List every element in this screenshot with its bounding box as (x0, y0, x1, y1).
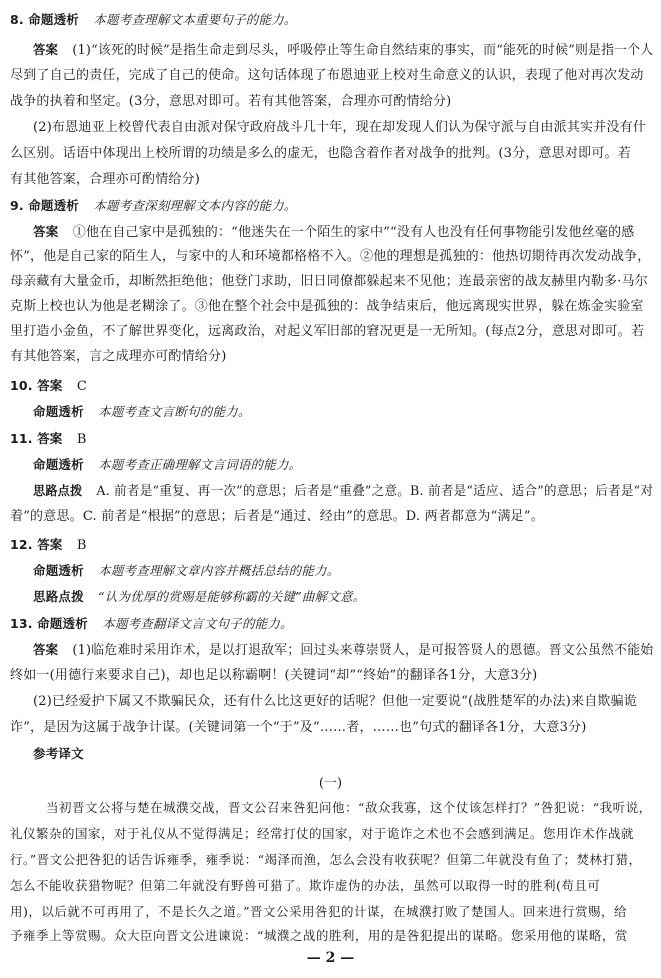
q10-analysis: 命题透析 本题考查文言断句的能力。 (33, 404, 251, 419)
q13-answer-line-3: (2)已经爱护下属又不欺骗民众，还有什么比这更好的话呢？但他一定要说“(战胜楚军的办法)来自欺骗诡 (33, 694, 638, 709)
translation-section-heading: (一) (318, 776, 343, 791)
q12-answer: 12. 答案 B (10, 537, 87, 553)
page-number: — 2 — (306, 950, 355, 966)
q8-answer-line-5: 么区别。话语中体现出上校所谓的功绩是多么的虚无，也隐含着作者对战争的批判。(3分，意思对即可。若 (10, 146, 631, 161)
translation-line-4: 怎么不能收获猎物呢？但第二年就没有野兽可猎了。欺诈虚伪的办法，虽然可以取得一时的胜利(苟且可 (10, 878, 601, 893)
q13-reference-label: 参考译文 (33, 746, 84, 761)
translation-line-3: 行。”晋文公把咎犯的话告诉雍季，雍季说：“竭泽而渔，怎么会没有收获呢？但第二年就没有鱼了；焚林打猎， (10, 852, 642, 867)
q8-answer-line-4: (2)布恩迪亚上校曾代表自由派对保守政府战斗几十年，现在却发现人们认为保守派与自由派其实并没有什 (33, 120, 647, 135)
q9-answer-line-3: 母亲藏有大量金币，却断然拒绝他；他登门求助，旧日同僚都躲起来不见他；连最亲密的战友赫里内勒多·马尔 (10, 274, 648, 289)
q11-answer: 11. 答案 B (10, 431, 87, 447)
q11-analysis: 命题透析 本题考查正确理解文言词语的能力。 (33, 457, 302, 472)
q8-answer-line-3: 战争的执着和坚定。(3分，意思对即可。若有其他答案，合理亦可酌情给分) (10, 94, 452, 109)
translation-line-5: 用)，以后就不可再用了，不是长久之道。”晋文公采用咎犯的计谋，在城濮打败了楚国人。回来进行赏赐，给 (10, 904, 628, 919)
q11-hint-line-2: 着”的意思。C. 前者是“根据”的意思；后者是“通过、经由”的意思。D. 两者都意为“满足”。 (10, 509, 544, 524)
q8-answer-line-2: 尽到了自己的责任，完成了自己的使命。这句话体现了布恩迪亚上校对生命意义的认识，表现了他对再次发动 (10, 68, 644, 83)
translation-line-6: 予雍季上等赏赐。众大臣向晋文公进谏说：“城濮之战的胜利，用的是咎犯提出的谋略。您采用他的谋略，赏 (10, 928, 628, 943)
q13-answer-line-1: 答案 (1)临危难时采用诈术，是以打退敌军；回过头来尊崇贤人，是可报答贤人的恩德。晋文公虽然不能始 (33, 642, 654, 658)
q8-header: 8. 命题透析 本题考查理解文本重要句子的能力。 (10, 12, 297, 27)
q9-answer-line-4: 克斯上校也认为他是老糊涂了。③他在整个社会中是孤独的：战争结束后，他远离现实世界，躲在炼金实验室 (10, 299, 644, 314)
q8-answer-line-6: 有其他答案，合理亦可酌情给分) (10, 172, 201, 187)
translation-line-1: 当初晋文公将与楚在城濮交战，晋文公召来咎犯问他：“敌众我寡，这个仗该怎样打？”咎犯说：“我听说， (46, 800, 652, 815)
q13-header: 13. 命题透析 本题考查翻译文言文句子的能力。 (10, 616, 293, 631)
translation-line-2: 礼仪繁杂的国家，对于礼仪从不觉得满足；经常打仗的国家，对于诡诈之术也不会感到满足。您用诈术作战就 (10, 826, 635, 841)
q9-answer-line-2: 怀”，他是自己家的陌生人，与家中的人和环境都格格不入。②他的理想是孤独的：他热切期待再次发动战争， (10, 249, 651, 264)
q13-answer-line-2: 终如一(用德行来要求自己)，却也足以称霸啊！(关键词“却”“终始”的翻译各1分，大意3分) (10, 668, 538, 683)
q10-answer: 10. 答案 C (10, 378, 87, 394)
q9-header: 9. 命题透析 本题考查深刻理解文本内容的能力。 (10, 198, 297, 213)
q9-answer-line-1: 答案 ①他在自己家中是孤独的：“他迷失在一个陌生的家中”“没有人也没有任何事物能引发他丝毫的感 (33, 224, 635, 240)
q13-answer-line-4: 诈”，是因为这属于战争计谋。(关键词第一个“于”及“……者，……也”句式的翻译各1分，大意3分) (10, 720, 587, 735)
q12-hint: 思路点拨 “认为优厚的赏赐是能够称霸的关键”曲解文意。 (33, 589, 366, 604)
q9-answer-line-5: 里打造小金鱼，不了解世界变化，远离政治，对起义军旧部的窘况更是一无所知。(每点2分，意思对即可。若 (10, 324, 645, 339)
q8-answer-line-1: 答案 (1)“该死的时候”是指生命走到尽头，呼吸停止等生命自然结束的事实，而“能死的时候”则是指一个人 (33, 42, 654, 58)
q9-answer-line-6: 有其他答案，言之成理亦可酌情给分) (10, 349, 227, 364)
q11-hint-line-1: 思路点拨 A. 前者是“重复、再一次”的意思；后者是“重叠”之意。B. 前者是“适应、适合”的意思；后者是“对 (33, 483, 654, 499)
q12-analysis: 命题透析 本题考查理解文章内容并概括总结的能力。 (33, 563, 340, 578)
